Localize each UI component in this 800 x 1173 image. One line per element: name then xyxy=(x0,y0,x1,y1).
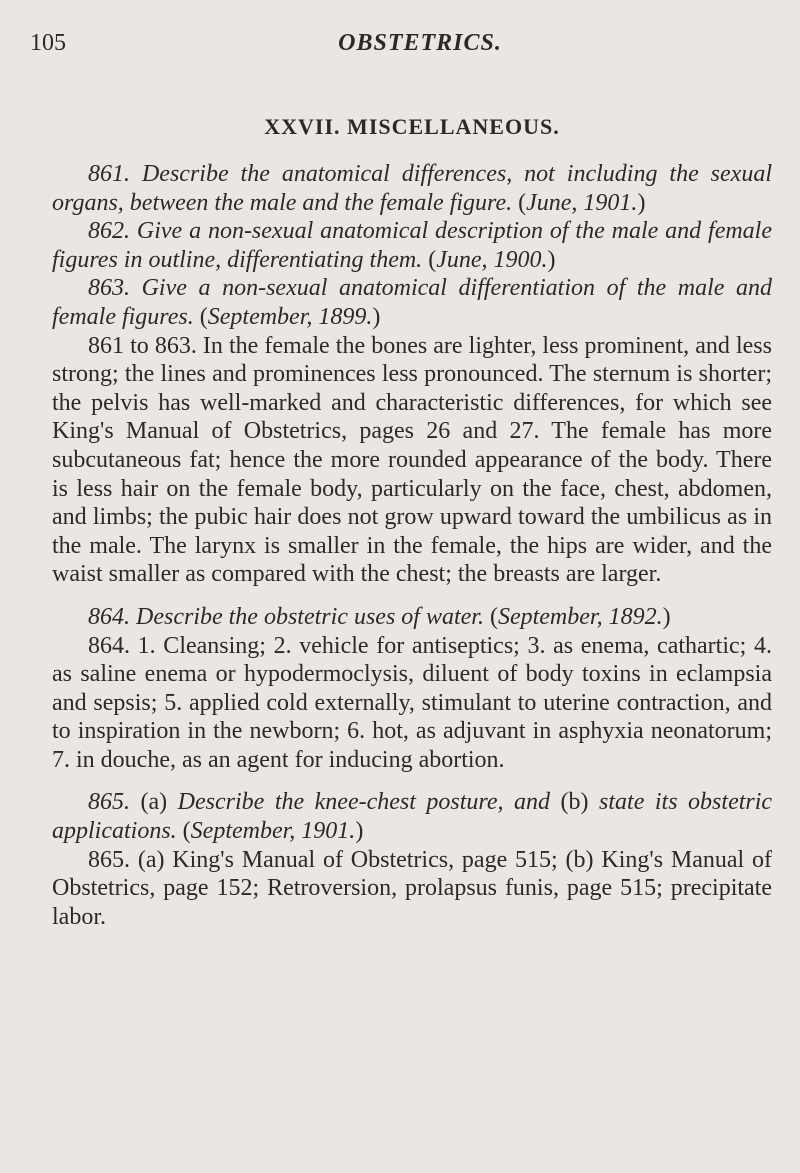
question-865-part-b: state its obstetric applications. xyxy=(52,789,773,845)
question-864: 864. Describe the obstetric uses of water. (September, 1892.) xyxy=(88,603,671,630)
answer-861-863: 861 to 863. In the female the bones are lighter, less prominent, and less strong; the lines and prominences less pronounced. The sternum is shorter; the pelvis has well-marked and characteristic differences, for which see King's Manual of Obstetrics, pages 26 and 27. The female has more subcutaneous fat; hence the more rounded appearance of the body. There is less hair on the female body, particularly on the face, chest, abdomen, and limbs; the pubic hair does not grow upward toward the umbilicus as in the male. The larynx is smaller in the female, the hips are wider, and the waist smaller as compared with the chest; the breasts are larger. xyxy=(52,332,772,588)
question-865-date: September, 1901. xyxy=(190,818,356,845)
question-862: 862. Give a non-sexual anatomical description of the male and female figures in outline, differentiating them. (June, 1900.) xyxy=(52,218,772,273)
question-861-text: 861. Describe the anatomical differences, not including the sexual organs, between the male and the female figure. xyxy=(52,161,772,216)
running-head: OBSTETRICS. xyxy=(338,30,502,56)
question-865-number: 865. xyxy=(88,789,130,816)
question-863: 863. Give a non-sexual anatomical differentiation of the male and female figures. (September, 1899.) xyxy=(52,275,772,330)
page-header xyxy=(30,30,770,64)
question-863-text: 863. Give a non-sexual anatomical differentiation of the male and female figures. xyxy=(52,275,772,330)
section-title: XXVII. MISCELLANEOUS. xyxy=(264,114,560,139)
question-863-date: September, 1899. xyxy=(207,303,373,330)
question-864-date: September, 1892. xyxy=(497,603,663,630)
answer-864: 864. 1. Cleansing; 2. vehicle for antiseptics; 3. as enema, cathartic; 4. as saline enema or hypodermoclysis, diluent of body toxins in eclampsia and sepsis; 5. applied cold externally, stimulant to uterine contraction, and to inspiration in the newborn; 6. hot, as adjuvant in asphyxia neonatorum; 7. in douche, as an agent for inducing abortion. xyxy=(52,632,772,773)
question-865-label-b: (b) xyxy=(560,789,589,816)
question-861: 861. Describe the anatomical differences, not including the sexual organs, between the male and the female figure. (June, 1901.) xyxy=(52,161,772,216)
answer-865: 865. (a) King's Manual of Obstetrics, page 515; (b) King's Manual of Obstetrics, page 152; Retroversion, prolapsus funis, page 515; precipitate labor. xyxy=(52,846,772,930)
page-number: 105 xyxy=(30,30,66,56)
page-content xyxy=(52,114,772,931)
question-865-label-a: (a) xyxy=(140,789,168,816)
question-865-part-a: Describe the knee-chest posture, and xyxy=(177,789,551,816)
question-862-text: 862. Give a non-sexual anatomical description of the male and female figures in outline, differentiating them. xyxy=(52,218,772,273)
question-864-text: 864. Describe the obstetric uses of water. xyxy=(88,603,484,630)
question-861-date: June, 1901. xyxy=(526,189,638,216)
question-865: 865. (a) Describe the knee-chest posture, and (b) state its obstetric applications. (September, 1901.) xyxy=(52,789,773,845)
question-862-date: June, 1900. xyxy=(436,246,548,273)
